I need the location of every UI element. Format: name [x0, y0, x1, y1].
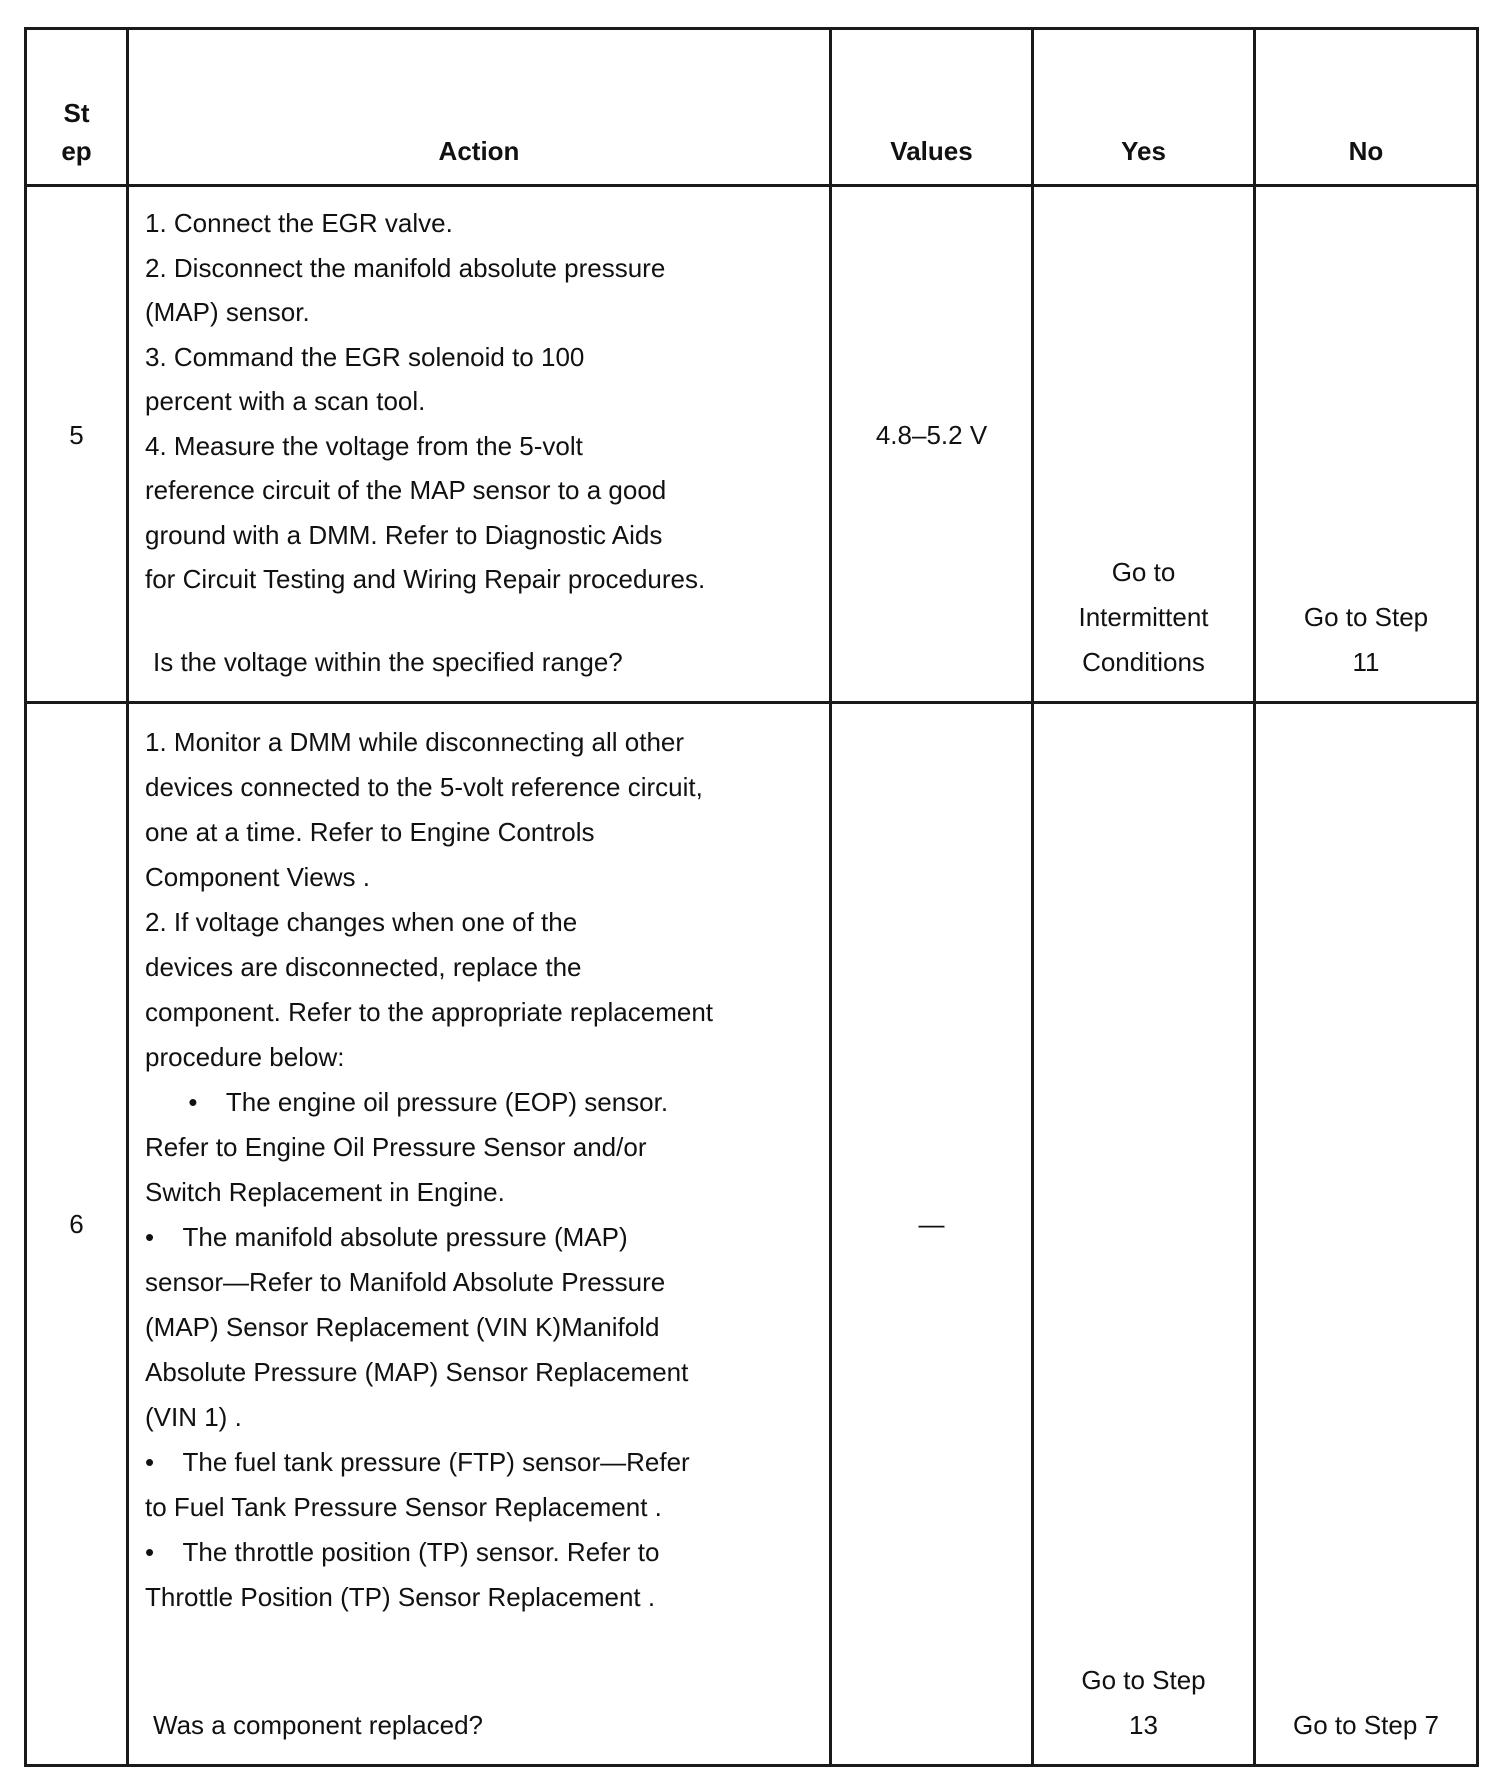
- action-line: Throttle Position (TP) Sensor Replacement .: [145, 1582, 656, 1612]
- question-text: Was a component replaced?: [153, 1710, 484, 1740]
- step-cell: [26, 703, 128, 1766]
- action-line: 3. Command the EGR solenoid to 100: [145, 341, 585, 372]
- no-outcome: [1256, 1703, 1476, 1748]
- header-no: No: [1255, 29, 1478, 186]
- action-line: devices connected to the 5-volt reference circuit,: [145, 772, 703, 802]
- no-line: Go to Step: [1303, 602, 1429, 632]
- action-line: reference circuit of the MAP sensor to a good: [145, 475, 667, 505]
- action-line: • The throttle position (TP) sensor. Refer to: [145, 1537, 660, 1567]
- header-yes: Yes: [1033, 29, 1255, 186]
- action-line: for Circuit Testing and Wiring Repair procedures.: [145, 564, 706, 594]
- action-list: [145, 720, 823, 1620]
- value-text: 4.8–5.2 V: [875, 420, 988, 450]
- action-line: procedure below:: [145, 1042, 345, 1072]
- action-line: Switch Replacement in Engine.: [145, 1177, 505, 1207]
- table-row: [26, 186, 1478, 703]
- yes-outcome: [1034, 1658, 1253, 1748]
- values-cell: [831, 186, 1033, 703]
- action-line: 2. If voltage changes when one of the: [145, 907, 578, 937]
- action-line: ground with a DMM. Refer to Diagnostic Aids: [145, 519, 663, 550]
- action-line: to Fuel Tank Pressure Sensor Replacement .: [145, 1492, 662, 1522]
- question-text: Is the voltage within the specified range?: [153, 647, 623, 677]
- header-row: [26, 29, 1478, 186]
- action-line: • The fuel tank pressure (FTP) sensor—Refer: [145, 1447, 690, 1477]
- action-line: Absolute Pressure (MAP) Sensor Replacement: [145, 1357, 689, 1387]
- yes-line: Intermittent: [1078, 602, 1209, 632]
- action-line: (MAP) Sensor Replacement (VIN K)Manifold: [145, 1312, 660, 1342]
- no-cell: [1255, 186, 1478, 703]
- action-line: component. Refer to the appropriate replacement: [145, 997, 714, 1027]
- values-cell: [831, 703, 1033, 1766]
- table-row: [26, 703, 1478, 1766]
- action-line: 1. Monitor a DMM while disconnecting all other: [145, 727, 685, 757]
- header-step-line1: St: [63, 98, 90, 128]
- step-number: 5: [69, 420, 84, 450]
- action-line: 4. Measure the voltage from the 5-volt: [145, 430, 583, 461]
- action-line: (VIN 1) .: [145, 1402, 242, 1432]
- header-action: Action: [128, 29, 831, 186]
- action-line: devices are disconnected, replace the: [145, 952, 582, 982]
- action-line: Component Views .: [145, 862, 370, 892]
- action-line: • The engine oil pressure (EOP) sensor.: [145, 1087, 669, 1117]
- action-cell: [128, 186, 831, 703]
- header-values: Values: [831, 29, 1033, 186]
- no-line: 11: [1352, 647, 1380, 677]
- action-line: Refer to Engine Oil Pressure Sensor and/or: [145, 1132, 647, 1162]
- step-number: 6: [69, 1209, 84, 1239]
- yes-line: 13: [1129, 1710, 1158, 1740]
- step-cell: [26, 186, 128, 703]
- yes-outcome: [1034, 550, 1253, 685]
- no-cell: [1255, 703, 1478, 1766]
- yes-line: Go to: [1111, 557, 1176, 587]
- value-text: —: [918, 1209, 945, 1239]
- yes-line: Conditions: [1082, 647, 1205, 677]
- header-step-line2: ep: [61, 136, 92, 166]
- yes-cell: [1033, 703, 1255, 1766]
- action-line: one at a time. Refer to Engine Controls: [145, 817, 595, 847]
- yes-cell: [1033, 186, 1255, 703]
- no-outcome: [1256, 595, 1476, 685]
- diagnostic-table: [24, 27, 1479, 1767]
- header-step: [26, 29, 128, 186]
- action-line: 2. Disconnect the manifold absolute pressure: [145, 252, 666, 283]
- yes-line: Go to Step: [1081, 1665, 1206, 1695]
- action-line: sensor—Refer to Manifold Absolute Pressure: [145, 1267, 666, 1297]
- action-cell: [128, 703, 831, 1766]
- action-line: 1. Connect the EGR valve.: [145, 208, 453, 238]
- action-list: [145, 201, 823, 602]
- action-line: percent with a scan tool.: [145, 386, 426, 416]
- action-line: • The manifold absolute pressure (MAP): [145, 1222, 628, 1252]
- action-line: (MAP) sensor.: [145, 297, 310, 327]
- no-line: Go to Step 7: [1293, 1710, 1439, 1740]
